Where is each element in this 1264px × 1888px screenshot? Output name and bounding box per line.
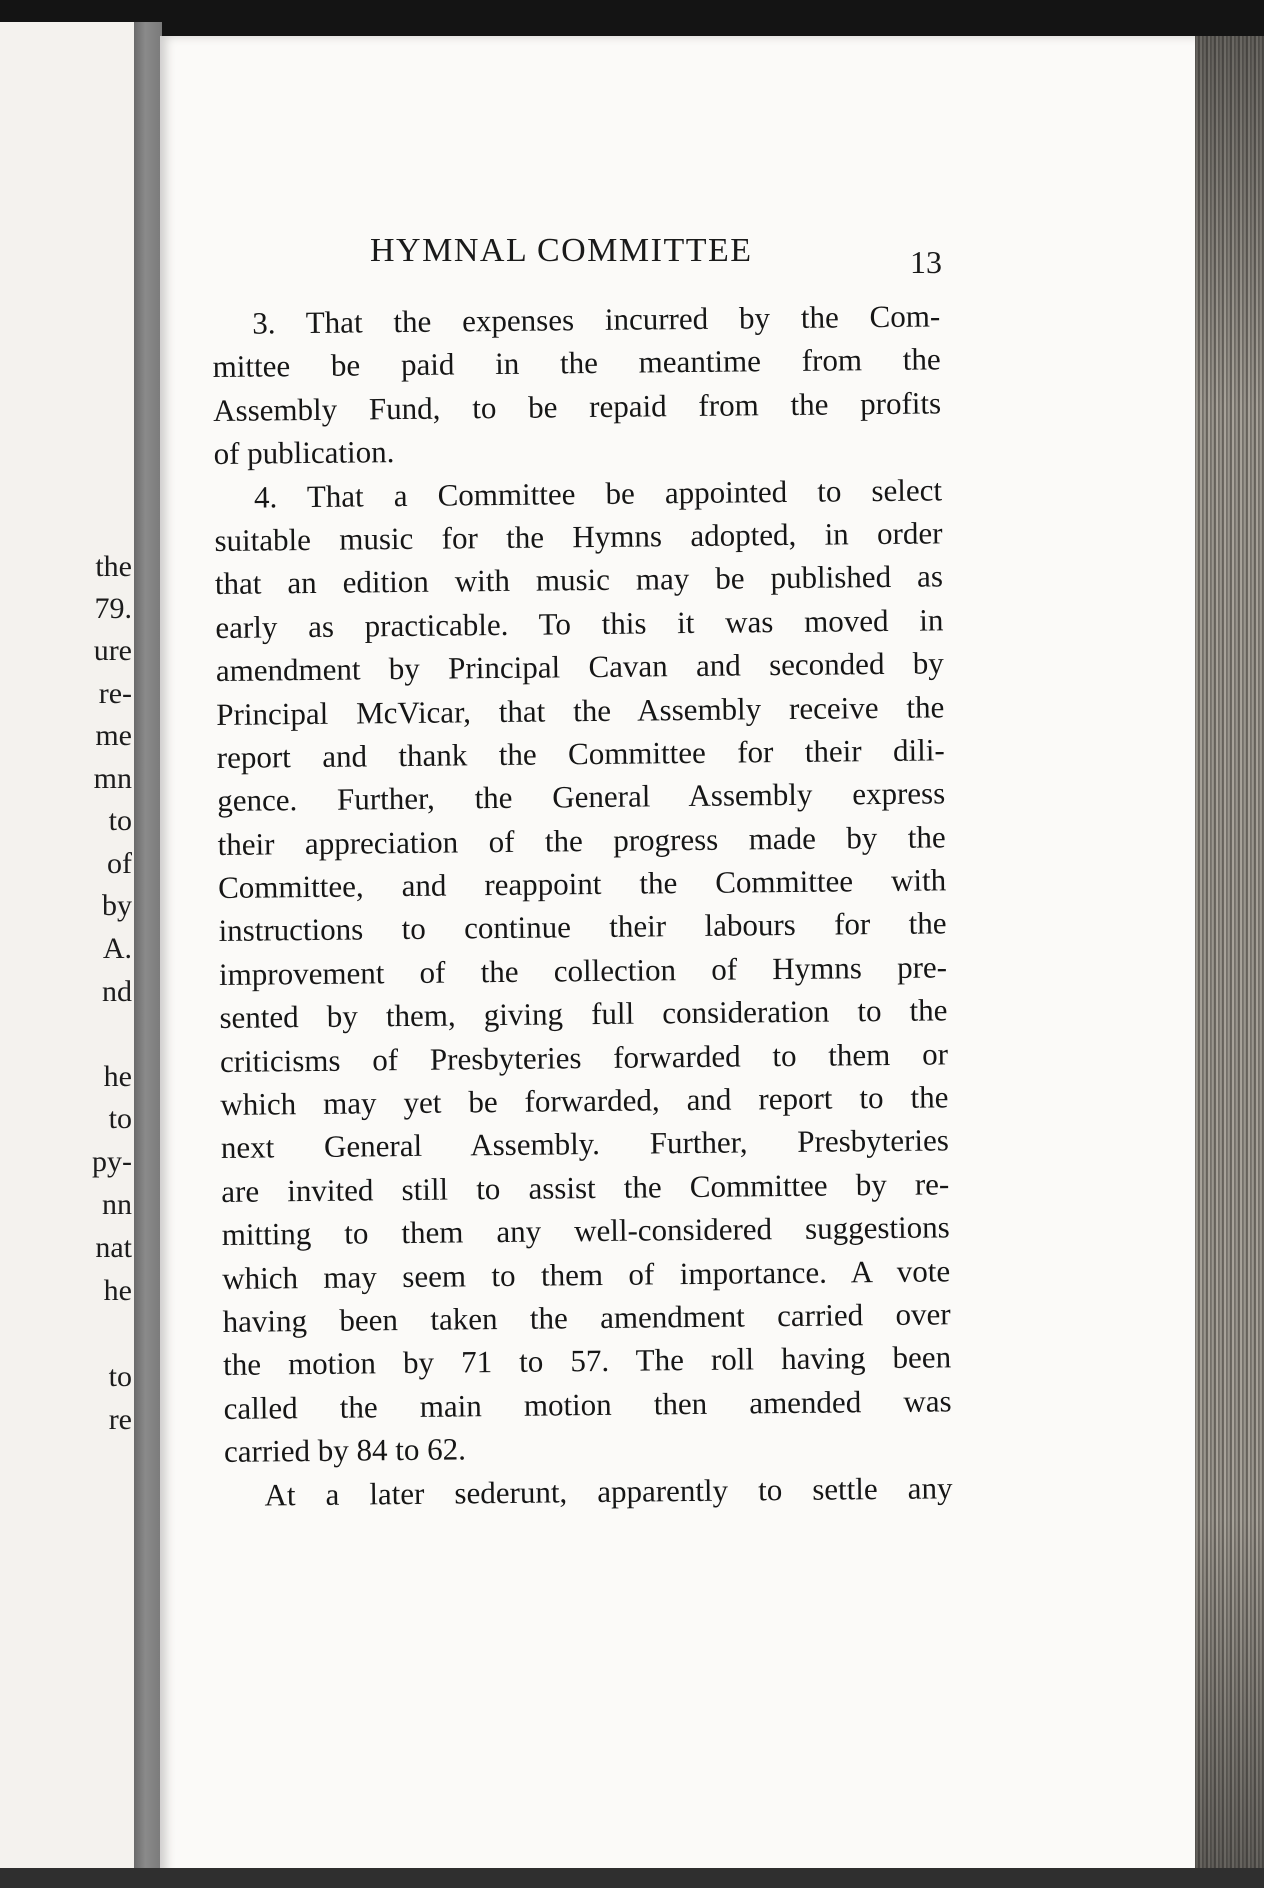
left-fragment: he [103, 1060, 132, 1093]
text-line: mittee be paid in the meantime from the [212, 341, 941, 385]
text-line: gence. Further, the General Assembly express [217, 775, 946, 819]
scan-background-top [0, 0, 1264, 40]
left-page [0, 22, 138, 1888]
body-text [212, 294, 953, 1516]
text-line: improvement of the collection of Hymns pre- [218, 949, 948, 992]
text-line: amendment by Principal Cavan and seconded by [215, 645, 945, 689]
text-line: report and thank the Committee for their dili- [216, 732, 945, 775]
text-line: instructions to continue their labours for the [218, 905, 947, 949]
left-page-text-fragments [12, 22, 132, 1888]
left-fragment: of [107, 847, 132, 880]
text-line: mitting to them any well-considered suggestions [221, 1209, 950, 1253]
text-line: of publication. [213, 434, 395, 472]
book-gutter [134, 22, 162, 1888]
text-line: which may seem to them of importance. A vote [222, 1252, 951, 1296]
page-edges [1195, 36, 1264, 1888]
text-line: Committee, and reappoint the Committee with [217, 862, 947, 906]
left-fragment: to [108, 804, 132, 837]
left-fragment: re [108, 1403, 132, 1436]
text-line: 4. That a Committee be appointed to select [253, 471, 943, 515]
left-fragment: 79. [94, 592, 132, 625]
text-line: carried by 84 to 62. [223, 1431, 467, 1470]
left-fragment: nn [102, 1188, 132, 1221]
text-line: that an edition with music may be published as [214, 558, 944, 602]
text-line: suitable music for the Hymns adopted, in order [214, 515, 943, 558]
text-line: criticisms of Presbyteries forwarded to them or [219, 1035, 949, 1079]
left-fragment: to [108, 1360, 132, 1393]
left-fragment: A. [102, 932, 132, 965]
scan-background-bottom [0, 1868, 1264, 1888]
text-line: are invited still to assist the Committee by re- [221, 1166, 950, 1209]
left-fragment: he [103, 1274, 132, 1307]
text-line: called the main motion then amended was [223, 1383, 952, 1426]
left-fragment: ure [93, 634, 132, 667]
text-line: Principal McVicar, that the Assembly receive the [216, 688, 945, 732]
text-line: At a later sederunt, apparently to settle any [264, 1469, 953, 1513]
running-head: HYMNAL COMMITTEE [370, 232, 753, 269]
left-fragment: by [102, 889, 132, 922]
left-fragment: py- [92, 1145, 132, 1178]
text-line: which may yet be forwarded, and report to the [220, 1079, 949, 1122]
left-fragment: the [95, 550, 132, 583]
left-fragment: nat [95, 1231, 132, 1264]
text-line: having been taken the amendment carried over [222, 1296, 951, 1339]
text-line: Assembly Fund, to be repaid from the profits [212, 385, 942, 428]
left-fragment: to [108, 1102, 132, 1135]
text-line: early as practicable. To this it was moved in [215, 602, 944, 645]
left-fragment: me [95, 719, 132, 752]
text-line: sented by them, giving full consideration to the [219, 992, 948, 1036]
left-fragment: nd [102, 975, 132, 1008]
text-line: 3. That the expenses incurred by the Com- [252, 298, 941, 341]
left-fragment: mn [93, 762, 132, 795]
text-line: next General Assembly. Further, Presbyteries [220, 1122, 950, 1166]
page-number: 13 [910, 244, 942, 280]
left-fragment: re- [98, 677, 132, 710]
text-line: the motion by 71 to 57. The roll having been [222, 1339, 952, 1383]
text-line: their appreciation of the progress made by the [217, 819, 946, 862]
